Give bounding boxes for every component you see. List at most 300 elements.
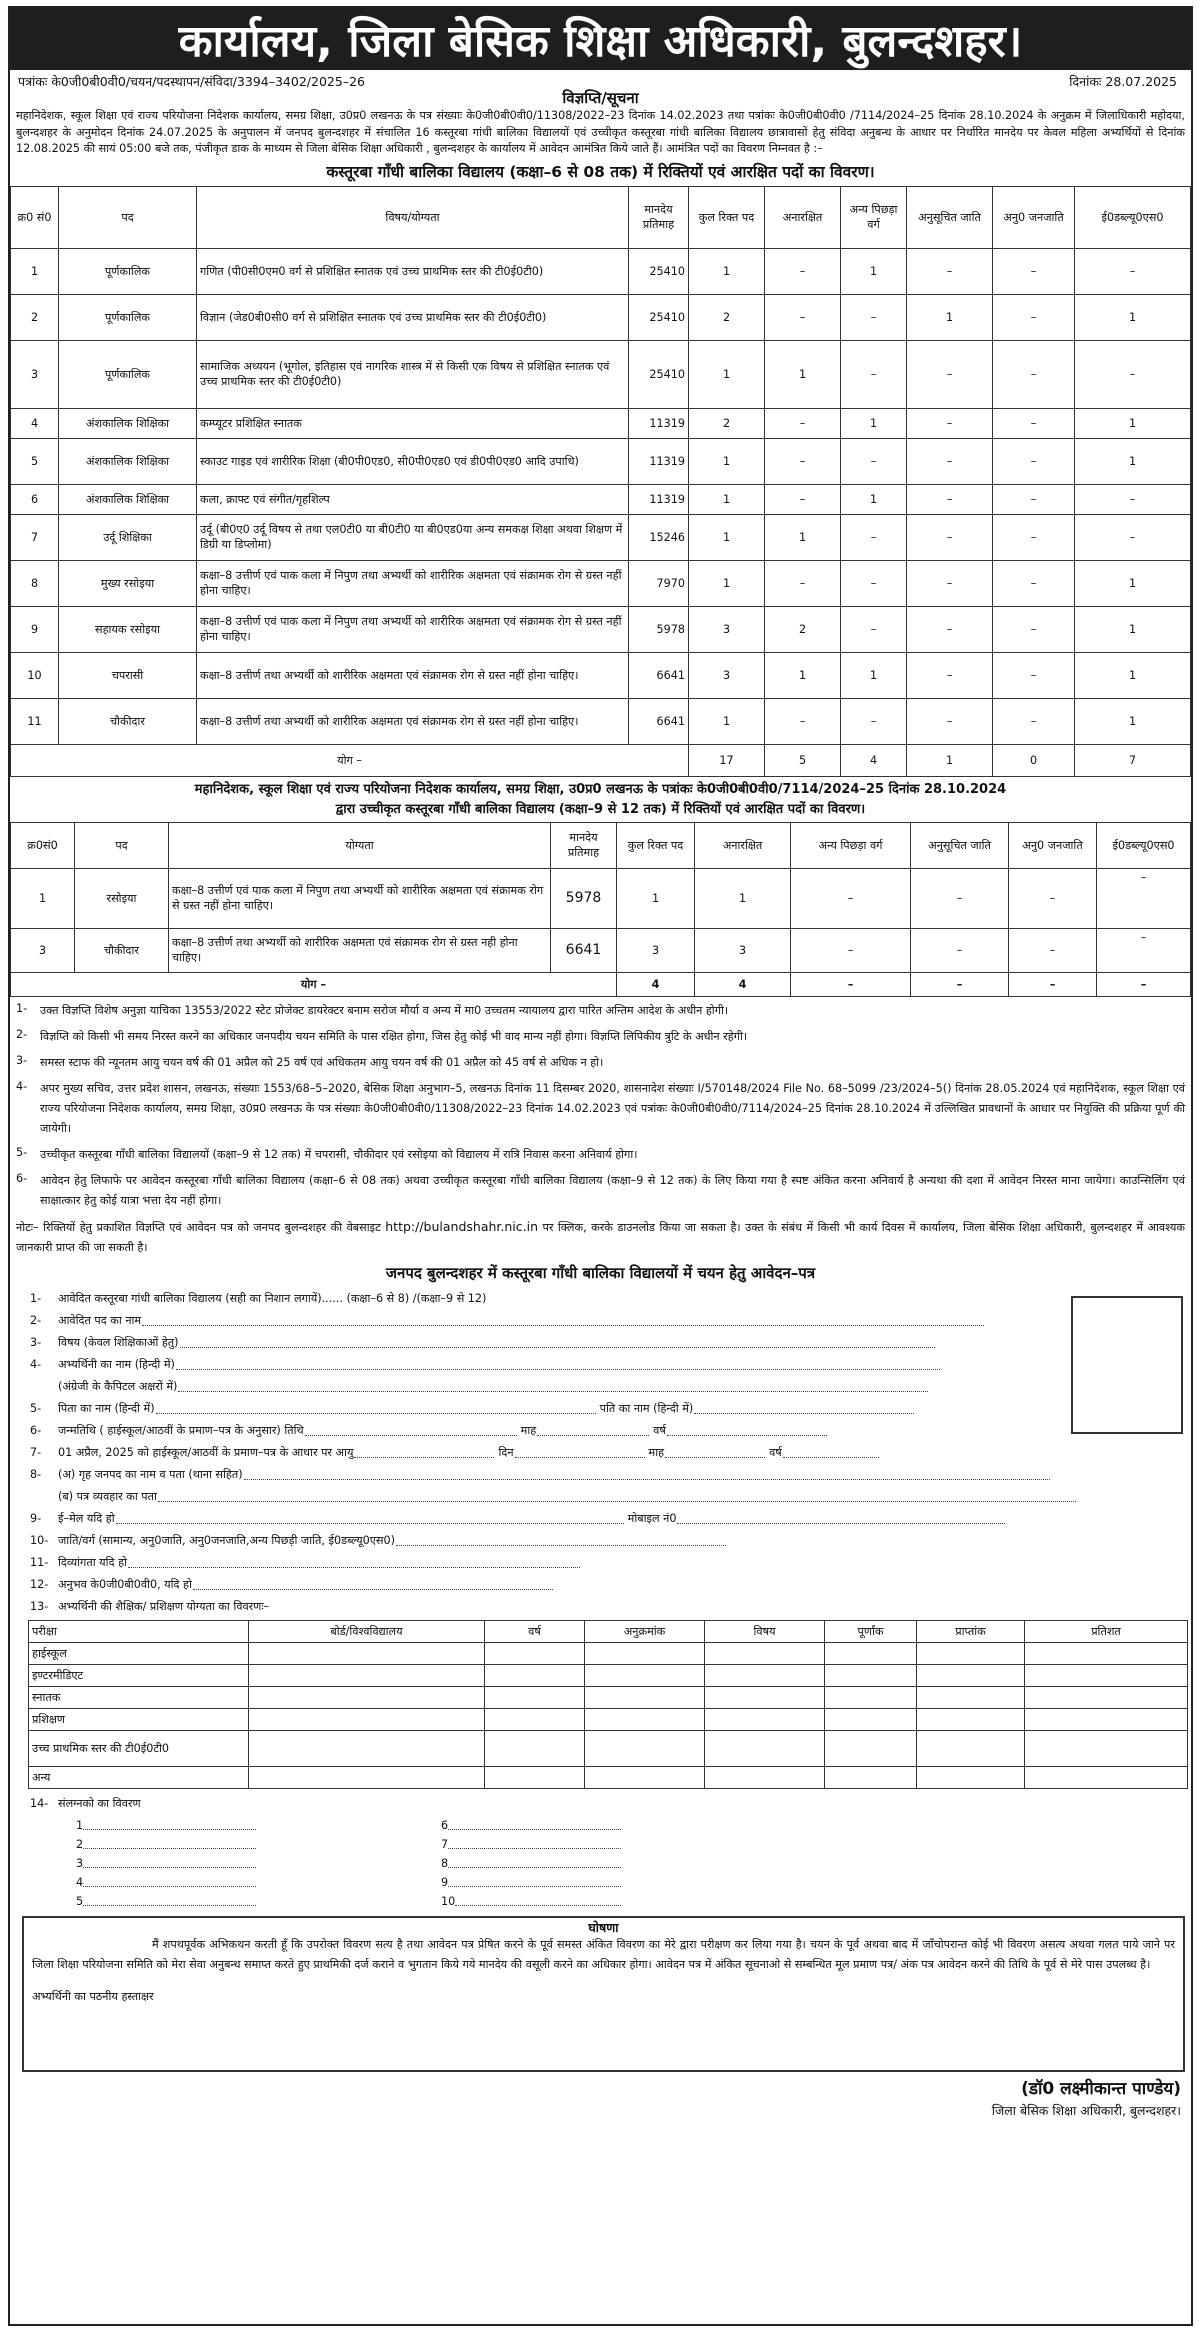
fill-line[interactable] bbox=[116, 1513, 624, 1524]
table-cell: 6 bbox=[11, 484, 59, 514]
table-cell: 2 bbox=[11, 294, 59, 340]
field-label: अभ्यर्थिनी का नाम (हिन्दी में) bbox=[58, 1357, 175, 1371]
field-label: (अ) गृह जनपद का नाम व पता (थाना सहित) bbox=[58, 1467, 243, 1481]
col-header: बोर्ड/विश्वविद्यालय bbox=[249, 1620, 485, 1642]
term-text: अपर मुख्य सचिव, उत्तर प्रदेश शासन, लखनऊ, संख्याः 1553/68–5–2020, बेसिक शिक्षा अनुभाग–5, लखनऊ दिनांक 11 दिसम्बर 2020, शासनादेश संख्याः I/570148/2024 File No. 68–5099 /23/2024–5() दिनांक 28.05.2024 एवं महानिदेशक, स्कूल शिक्षा एवं राज्य परियोजना निदेशक कार्यालय, समग्र शिक्षा, उ0प्र0 लखनऊ के पत्र संख्याः के0जी0बी0वी0/11308/2022–23 दिनांक 14.02.2023 एवं पत्रांकः के0जी0बी0वी0/7114/2024–25 दिनांक 28.10.2024 में उल्लिखित प्रावधानों के आधार पर नियुक्ति की प्रक्रिया पूर्ण की जायेगी। bbox=[40, 1081, 1185, 1135]
input-cell[interactable] bbox=[917, 1664, 1025, 1686]
table-cell: अंशकालिक शिक्षिका bbox=[59, 484, 197, 514]
table-cell: – bbox=[993, 652, 1075, 698]
table-cell: 1 bbox=[617, 868, 695, 928]
input-cell[interactable] bbox=[1025, 1766, 1188, 1788]
table-cell: 3 bbox=[695, 928, 791, 972]
field-label: माह bbox=[520, 1423, 537, 1437]
fill-line[interactable] bbox=[193, 1579, 553, 1590]
term-number: 3- bbox=[16, 1053, 28, 1067]
col-header: अनु0 जनजाति bbox=[1009, 822, 1097, 868]
field-label: दिन bbox=[498, 1445, 514, 1459]
attachment-line[interactable] bbox=[76, 1836, 256, 1851]
term-number: 6- bbox=[16, 1171, 28, 1185]
total-label: योग – bbox=[11, 744, 689, 776]
table-cell: 2 bbox=[689, 408, 765, 438]
table-cell: 1 bbox=[689, 698, 765, 744]
input-cell[interactable] bbox=[249, 1730, 485, 1766]
input-cell[interactable] bbox=[485, 1766, 585, 1788]
form-field-category[interactable] bbox=[30, 1526, 1191, 1548]
fill-line[interactable] bbox=[537, 1425, 649, 1436]
fill-line[interactable] bbox=[176, 1359, 940, 1370]
table-cell: – bbox=[993, 248, 1075, 294]
table-row bbox=[11, 698, 1191, 744]
table-cell: 7970 bbox=[629, 560, 689, 606]
total-value: 1 bbox=[907, 744, 993, 776]
candidate-signature-label: अभ्यर्थिनी का पठनीय हस्ताक्षर bbox=[32, 1989, 154, 2003]
exam-name: स्नातक bbox=[29, 1686, 249, 1708]
table-cell: पूर्णकालिक bbox=[59, 294, 197, 340]
note-text: नोटः– रिक्तियों हेतु प्रकाशित विज्ञप्ति एवं आवेदन पत्र को जनपद बुलन्दशहर की वेबसाइट bbox=[16, 1220, 386, 1234]
table-row bbox=[11, 340, 1191, 408]
col-header: अनारक्षित bbox=[695, 822, 791, 868]
vacancy-table-class-6-8 bbox=[10, 186, 1191, 777]
table-cell: 1 bbox=[689, 248, 765, 294]
table-cell: 9 bbox=[11, 606, 59, 652]
term-number: 1- bbox=[16, 1001, 28, 1015]
term-number: 5- bbox=[16, 1145, 28, 1159]
table-row bbox=[11, 868, 1191, 928]
fill-line[interactable] bbox=[83, 1819, 256, 1830]
col-header: क्र0 सं0 bbox=[11, 186, 59, 248]
table-cell: – bbox=[993, 294, 1075, 340]
col-header: परीक्षा bbox=[29, 1620, 249, 1642]
table-cell: 11319 bbox=[629, 408, 689, 438]
table-cell: – bbox=[907, 484, 993, 514]
table-cell: 25410 bbox=[629, 248, 689, 294]
table-cell: कक्षा–8 उत्तीर्ण एवं पाक कला में निपुण तथा अभ्यर्थी को शारीरिक अक्षमता एवं संक्रामक रोग से ग्रस्त नहीं होना चाहिए। bbox=[197, 560, 629, 606]
form-field-disability[interactable] bbox=[30, 1548, 1191, 1570]
input-cell[interactable] bbox=[249, 1708, 485, 1730]
field-label: अनुभव के0जी0बी0वी0, यदि हो bbox=[58, 1577, 192, 1591]
field-label: आवेदित पद का नाम bbox=[58, 1313, 142, 1327]
attachment-line[interactable] bbox=[441, 1874, 621, 1889]
table-cell: 1 bbox=[1075, 698, 1191, 744]
table-cell: 3 bbox=[11, 340, 59, 408]
table-cell: 11319 bbox=[629, 484, 689, 514]
input-cell[interactable] bbox=[1025, 1708, 1188, 1730]
table-cell: – bbox=[765, 698, 841, 744]
table-cell: 6641 bbox=[551, 928, 617, 972]
input-cell[interactable] bbox=[917, 1708, 1025, 1730]
input-cell[interactable] bbox=[249, 1664, 485, 1686]
fill-line[interactable] bbox=[178, 1381, 928, 1392]
col-header: वर्ष bbox=[485, 1620, 585, 1642]
col-header: प्राप्तांक bbox=[917, 1620, 1025, 1642]
input-cell[interactable] bbox=[249, 1766, 485, 1788]
field-label: आवेदित कस्तूरबा गांधी बालिका विद्यालय (सही का निशान लगायें)...... (कक्षा–6 से 8) /(कक्षा–9 से 12) bbox=[58, 1291, 487, 1305]
attachment-line[interactable] bbox=[76, 1874, 256, 1889]
table-cell: – bbox=[993, 484, 1075, 514]
table2-title-line2: द्वारा उच्चीकृत कस्तूरबा गाँधी बालिका विद्यालय (कक्षा–9 से 12 तक) में रिक्तियों एवं आरक्षित पदों का विवरण। bbox=[335, 801, 866, 817]
attachment-number: 1 bbox=[76, 1818, 84, 1832]
input-cell[interactable] bbox=[825, 1708, 917, 1730]
col-header: कुल रिक्त पद bbox=[689, 186, 765, 248]
fill-line[interactable] bbox=[396, 1535, 726, 1546]
table-cell: 1 bbox=[1075, 652, 1191, 698]
fill-line[interactable] bbox=[128, 1557, 580, 1568]
attachment-number: 6 bbox=[441, 1818, 449, 1832]
qualification-header-row bbox=[29, 1620, 1188, 1642]
total-value: 17 bbox=[689, 744, 765, 776]
table-cell: 25410 bbox=[629, 294, 689, 340]
field-label: (अंग्रेजी के कैपिटल अक्षरों में) bbox=[58, 1379, 178, 1393]
field-number: 7- bbox=[30, 1445, 42, 1459]
input-cell[interactable] bbox=[825, 1664, 917, 1686]
input-cell[interactable] bbox=[585, 1766, 705, 1788]
table-cell: – bbox=[791, 868, 911, 928]
total-value: – bbox=[1097, 972, 1191, 996]
table-cell: – bbox=[907, 248, 993, 294]
attachment-number: 5 bbox=[76, 1894, 84, 1908]
input-cell[interactable] bbox=[1025, 1686, 1188, 1708]
input-cell[interactable] bbox=[485, 1664, 585, 1686]
attachment-line[interactable] bbox=[76, 1855, 256, 1870]
table-cell: अंशकालिक शिक्षिका bbox=[59, 408, 197, 438]
form-field-subject[interactable] bbox=[30, 1328, 1191, 1350]
fill-line[interactable] bbox=[354, 1447, 494, 1458]
fill-line[interactable] bbox=[244, 1469, 1050, 1480]
table-cell: 6641 bbox=[629, 698, 689, 744]
vacancy-table-class-9-12 bbox=[10, 822, 1191, 997]
col-header: योग्यता bbox=[169, 822, 551, 868]
table-cell: गणित (पी0सी0एम0 वर्ग से प्रशिक्षित स्नातक एवं उच्च प्राथमिक स्तर की टी0ई0टी0) bbox=[197, 248, 629, 294]
signatory-block bbox=[10, 2076, 1191, 2120]
input-cell[interactable] bbox=[705, 1664, 825, 1686]
table-cell: – bbox=[907, 438, 993, 484]
field-label: विषय (केवल शिक्षिकाओं हेतु) bbox=[58, 1335, 179, 1349]
fill-line[interactable] bbox=[83, 1876, 256, 1887]
notice-page bbox=[8, 6, 1193, 2326]
form-field-age[interactable] bbox=[30, 1438, 1191, 1460]
table-cell: 10 bbox=[11, 652, 59, 698]
fill-line[interactable] bbox=[694, 1403, 914, 1414]
table-cell: कला, क्राफ्ट एवं संगीत/गृहशिल्प bbox=[197, 484, 629, 514]
fill-line[interactable] bbox=[667, 1425, 827, 1436]
term-item bbox=[16, 1027, 1185, 1047]
table-cell: विज्ञान (जेड0बी0सी0 वर्ग से प्रशिक्षित स्नातक एवं उच्च प्राथमिक स्तर की टी0ई0टी0) bbox=[197, 294, 629, 340]
table-cell: पूर्णकालिक bbox=[59, 340, 197, 408]
field-number: 9- bbox=[30, 1511, 42, 1525]
col-header: पद bbox=[75, 822, 169, 868]
field-label: माह bbox=[648, 1445, 665, 1459]
attachment-line[interactable] bbox=[441, 1817, 621, 1832]
field-number: 10- bbox=[30, 1533, 49, 1547]
input-cell[interactable] bbox=[585, 1642, 705, 1664]
table-cell: 7 bbox=[11, 514, 59, 560]
fill-line[interactable] bbox=[455, 1895, 621, 1906]
table-cell: उर्दू शिक्षिका bbox=[59, 514, 197, 560]
table-cell: – bbox=[907, 606, 993, 652]
table1-header-row bbox=[11, 186, 1191, 248]
field-label: मोबाइल नं0 bbox=[627, 1511, 677, 1525]
declaration-title: घोषणा bbox=[588, 1919, 619, 1935]
table-cell: – bbox=[841, 698, 907, 744]
table-cell: 3 bbox=[11, 928, 75, 972]
total-value: 4 bbox=[841, 744, 907, 776]
exam-name: उच्च प्राथमिक स्तर की टी0ई0टी0 bbox=[29, 1730, 249, 1766]
attachment-line[interactable] bbox=[441, 1836, 621, 1851]
attachment-line[interactable] bbox=[76, 1893, 256, 1908]
term-text: उक्त विज्ञप्ति विशेष अनुज्ञा याचिका 13553/2022 स्टेट प्रोजेक्ट डायरेक्टर बनाम सरोज मौर्या व अन्य में मा0 उच्चतम न्यायालय द्वारा पारित अन्तिम आदेश के अधीन होगी। bbox=[40, 1003, 729, 1017]
website-link[interactable]: http://bulandshahr.nic.in bbox=[385, 1218, 539, 1234]
table-cell: 1 bbox=[765, 652, 841, 698]
input-cell[interactable] bbox=[825, 1766, 917, 1788]
qualification-row bbox=[29, 1642, 1188, 1664]
table2-title-line1: महानिदेशक, स्कूल शिक्षा एवं राज्य परियोजना निदेशक कार्यालय, समग्र शिक्षा, उ0प्र0 लखनऊ के पत्रांकः के0जी0बी0वी0/7114/2024–25 दिनांक 28.10.2024 bbox=[194, 781, 1007, 797]
table-cell: – bbox=[1009, 928, 1097, 972]
col-header: कुल रिक्त पद bbox=[617, 822, 695, 868]
form-field-father-husband[interactable] bbox=[30, 1394, 1191, 1416]
field-number: 13- bbox=[30, 1599, 49, 1613]
field-number: 2- bbox=[30, 1313, 42, 1327]
fill-line[interactable] bbox=[665, 1447, 765, 1458]
table-cell: – bbox=[907, 514, 993, 560]
form-field-postal-address[interactable] bbox=[30, 1482, 1191, 1504]
table-cell: कक्षा–8 उत्तीर्ण एवं पाक कला में निपुण तथा अभ्यर्थी को शारीरिक अक्षमता एवं संक्रामक रोग से ग्रस्त नहीं होना चाहिए। bbox=[169, 868, 551, 928]
input-cell[interactable] bbox=[585, 1686, 705, 1708]
table-cell: – bbox=[1075, 340, 1191, 408]
table-cell: – bbox=[907, 698, 993, 744]
table-row bbox=[11, 652, 1191, 698]
table-cell: – bbox=[841, 438, 907, 484]
input-cell[interactable] bbox=[485, 1642, 585, 1664]
table-cell: पूर्णकालिक bbox=[59, 248, 197, 294]
table2-title bbox=[10, 777, 1191, 822]
input-cell[interactable] bbox=[1025, 1730, 1188, 1766]
total-value: 4 bbox=[617, 972, 695, 996]
total-value: 0 bbox=[993, 744, 1075, 776]
attachment-number: 10 bbox=[441, 1894, 456, 1908]
table-cell: 5978 bbox=[629, 606, 689, 652]
total-row bbox=[11, 972, 1191, 996]
total-value: – bbox=[791, 972, 911, 996]
table-cell: – bbox=[911, 928, 1009, 972]
attachments-list bbox=[30, 1811, 1191, 1908]
website-note bbox=[10, 1217, 1191, 1258]
table-cell: स्काउट गाइड एवं शारीरिक शिक्षा (बी0पी0एड0, सी0पी0एड0 एवं डी0पी0एड0 आदि उपाधि) bbox=[197, 438, 629, 484]
table-cell: 2 bbox=[765, 606, 841, 652]
field-label: संलग्नको का विवरण bbox=[58, 1796, 141, 1810]
input-cell[interactable] bbox=[485, 1730, 585, 1766]
table-cell: 5 bbox=[11, 438, 59, 484]
exam-name: प्रशिक्षण bbox=[29, 1708, 249, 1730]
input-cell[interactable] bbox=[485, 1708, 585, 1730]
col-header: अन्य पिछड़ा वर्ग bbox=[791, 822, 911, 868]
table-cell: 15246 bbox=[629, 514, 689, 560]
table-cell: – bbox=[1075, 514, 1191, 560]
term-item bbox=[16, 1171, 1185, 1211]
col-header: क्र0सं0 bbox=[11, 822, 75, 868]
qualification-row bbox=[29, 1686, 1188, 1708]
table-cell: 25410 bbox=[629, 340, 689, 408]
table-cell: 1 bbox=[689, 560, 765, 606]
table-cell: सहायक रसोइया bbox=[59, 606, 197, 652]
col-header: पूर्णांक bbox=[825, 1620, 917, 1642]
fill-line[interactable] bbox=[448, 1838, 621, 1849]
fill-line[interactable] bbox=[448, 1876, 621, 1887]
col-header: अनारक्षित bbox=[765, 186, 841, 248]
qualification-row bbox=[29, 1730, 1188, 1766]
table-cell: 1 bbox=[841, 652, 907, 698]
fill-line[interactable] bbox=[156, 1403, 596, 1414]
input-cell[interactable] bbox=[585, 1730, 705, 1766]
table-cell: – bbox=[1075, 248, 1191, 294]
table-cell: कक्षा–8 उत्तीर्ण तथा अभ्यर्थी को शारीरिक अक्षमता एवं संक्रामक रोग से ग्रस्त नहीं होना चाहिए। bbox=[197, 652, 629, 698]
input-cell[interactable] bbox=[825, 1686, 917, 1708]
table-cell: 1 bbox=[1075, 438, 1191, 484]
table-cell: 11319 bbox=[629, 438, 689, 484]
table-cell: 1 bbox=[689, 438, 765, 484]
table-cell: कम्प्यूटर प्रशिक्षित स्नातक bbox=[197, 408, 629, 438]
input-cell[interactable] bbox=[705, 1766, 825, 1788]
fill-line[interactable] bbox=[305, 1425, 517, 1436]
table-cell: – bbox=[1009, 868, 1097, 928]
form-field-email-mobile[interactable] bbox=[30, 1504, 1191, 1526]
fill-line[interactable] bbox=[448, 1857, 621, 1868]
field-number: 12- bbox=[30, 1577, 49, 1591]
office-banner bbox=[10, 8, 1191, 70]
table-row bbox=[11, 560, 1191, 606]
input-cell[interactable] bbox=[917, 1730, 1025, 1766]
fill-line[interactable] bbox=[83, 1895, 256, 1906]
attachment-line[interactable] bbox=[76, 1817, 256, 1832]
notice-date: दिनांकः 28.07.2025 bbox=[1069, 74, 1177, 89]
field-number: 4- bbox=[30, 1357, 42, 1371]
attachment-number: 4 bbox=[76, 1875, 84, 1889]
input-cell[interactable] bbox=[917, 1642, 1025, 1664]
table-cell: – bbox=[841, 294, 907, 340]
fill-line[interactable] bbox=[677, 1513, 1005, 1524]
table-cell: अंशकालिक शिक्षिका bbox=[59, 438, 197, 484]
input-cell[interactable] bbox=[705, 1686, 825, 1708]
fill-line[interactable] bbox=[83, 1857, 256, 1868]
input-cell[interactable] bbox=[705, 1730, 825, 1766]
input-cell[interactable] bbox=[249, 1642, 485, 1664]
input-cell[interactable] bbox=[585, 1708, 705, 1730]
table-cell: – bbox=[911, 868, 1009, 928]
input-cell[interactable] bbox=[917, 1686, 1025, 1708]
form-field-name-hindi[interactable] bbox=[30, 1350, 1191, 1372]
declaration-text: मैं शपथपूर्वक अभिकथन करती हूँ कि उपरोक्त विवरण सत्य है तथा आवेदन पत्र प्रेषित करने के पूर्व समस्त अंकित विवरण का मेरे द्वारा परीक्षण कर लिया गया है। चयन के पूर्व अथवा बाद में जाँचोपरान्त कोई भी विवरण असत्य अथवा गलत पाये जाने पर जिला शिक्षा परियोजना समिति को मेरा सेवा अनुबन्ध समाप्त करते हुए प्राथमिकी दर्ज कराने व भुगतान किये गये मानदेय की वसूली करने का अधिकार होगा। आवेदन पत्र में अंकित सूचनाओ से सम्बन्धित मूल प्रमाण पत्र/ अंक पत्र आवेदन करने की तिथि के पूर्व से मेरे पास उपलब्ध है। bbox=[32, 1937, 1175, 1971]
table-row bbox=[11, 248, 1191, 294]
attachment-number: 7 bbox=[441, 1837, 449, 1851]
total-value: 5 bbox=[765, 744, 841, 776]
fill-line[interactable] bbox=[83, 1838, 256, 1849]
table-cell: 6641 bbox=[629, 652, 689, 698]
table-cell: – bbox=[907, 340, 993, 408]
table-cell: 1 bbox=[11, 868, 75, 928]
fill-line[interactable] bbox=[180, 1337, 935, 1348]
attachment-number: 2 bbox=[76, 1837, 84, 1851]
col-header: प्रतिशत bbox=[1025, 1620, 1188, 1642]
table-cell: 1 bbox=[689, 484, 765, 514]
total-value: – bbox=[1009, 972, 1097, 996]
table-row bbox=[11, 928, 1191, 972]
attachment-number: 9 bbox=[441, 1875, 449, 1889]
form-field-home-address[interactable] bbox=[30, 1460, 1191, 1482]
input-cell[interactable] bbox=[705, 1708, 825, 1730]
table-cell: चौकीदार bbox=[59, 698, 197, 744]
input-cell[interactable] bbox=[1025, 1664, 1188, 1686]
table-cell: – bbox=[765, 438, 841, 484]
field-label: वर्ष bbox=[769, 1445, 782, 1459]
term-item bbox=[16, 1079, 1185, 1139]
photo-box bbox=[1071, 1296, 1183, 1434]
total-value: 7 bbox=[1075, 744, 1191, 776]
table-cell: 1 bbox=[1075, 606, 1191, 652]
input-cell[interactable] bbox=[485, 1686, 585, 1708]
table-cell: – bbox=[907, 652, 993, 698]
fill-line[interactable] bbox=[158, 1491, 1076, 1502]
total-value: – bbox=[911, 972, 1009, 996]
input-cell[interactable] bbox=[825, 1642, 917, 1664]
term-number: 2- bbox=[16, 1027, 28, 1041]
table-cell: – bbox=[841, 560, 907, 606]
input-cell[interactable] bbox=[249, 1686, 485, 1708]
exam-name: हाईस्कूल bbox=[29, 1642, 249, 1664]
input-cell[interactable] bbox=[585, 1664, 705, 1686]
field-label: जाति/वर्ग (सामान्य, अनु0जाति, अनु0जनजाति,अन्य पिछड़ी जाति, ई0डब्ल्यू0एस0) bbox=[58, 1533, 395, 1547]
field-label: पिता का नाम (हिन्दी में) bbox=[58, 1401, 155, 1415]
input-cell[interactable] bbox=[917, 1766, 1025, 1788]
fill-line[interactable] bbox=[783, 1447, 879, 1458]
table-row bbox=[11, 294, 1191, 340]
term-item bbox=[16, 1145, 1185, 1165]
form-field-school[interactable] bbox=[30, 1284, 1191, 1306]
term-text: विज्ञप्ति को किसी भी समय निरस्त करने का अधिकार जनपदीय चयन समिति के पास रक्षित होगा, जिस हेतु कोई भी वाद मान्य नहीं होगा। विज्ञप्ति लिपिकीय त्रुटि के अधीन रहेगी। bbox=[40, 1029, 748, 1043]
table-cell: रसोइया bbox=[75, 868, 169, 928]
table-cell: 3 bbox=[617, 928, 695, 972]
col-header: ई0डब्ल्यू0एस0 bbox=[1075, 186, 1191, 248]
table-cell: – bbox=[765, 560, 841, 606]
table-cell: – bbox=[993, 560, 1075, 606]
form-field-dob[interactable] bbox=[30, 1416, 1191, 1438]
fill-line[interactable] bbox=[515, 1447, 645, 1458]
signatory-name: (डॉ0 लक्ष्मीकान्त पाण्डेय) bbox=[1021, 2078, 1181, 2099]
application-form-title: जनपद बुलन्दशहर में कस्तूरबा गाँधी बालिका विद्यालयों में चयन हेतु आवेदन–पत्र bbox=[385, 1263, 816, 1282]
form-field-name-english[interactable] bbox=[30, 1372, 1191, 1394]
fill-line[interactable] bbox=[142, 1315, 984, 1326]
table-cell: 1 bbox=[841, 408, 907, 438]
table-cell: – bbox=[765, 294, 841, 340]
fill-line[interactable] bbox=[448, 1819, 621, 1830]
input-cell[interactable] bbox=[825, 1730, 917, 1766]
table-cell: 1 bbox=[841, 248, 907, 294]
term-text: समस्त स्टाफ की न्यूनतम आयु चयन वर्ष की 01 अप्रैल को 25 वर्ष एवं अधिकतम आयु चयन वर्ष की 01 अप्रैल को 45 वर्ष से अधिक न हो। bbox=[40, 1055, 604, 1069]
field-number: 1- bbox=[30, 1291, 42, 1305]
attachment-line[interactable] bbox=[441, 1893, 621, 1908]
form-field-experience[interactable] bbox=[30, 1570, 1191, 1592]
input-cell[interactable] bbox=[1025, 1642, 1188, 1664]
table-cell: – bbox=[765, 484, 841, 514]
input-cell[interactable] bbox=[705, 1642, 825, 1664]
table-cell: – bbox=[993, 438, 1075, 484]
terms-list bbox=[10, 997, 1191, 1211]
attachment-line[interactable] bbox=[441, 1855, 621, 1870]
table-row bbox=[11, 408, 1191, 438]
form-field-post-name[interactable] bbox=[30, 1306, 1191, 1328]
table-cell: 1 bbox=[907, 294, 993, 340]
col-header: अन्य पिछड़ा वर्ग bbox=[841, 186, 907, 248]
table-cell: कक्षा–8 उत्तीर्ण एवं पाक कला में निपुण तथा अभ्यर्थी को शारीरिक अक्षमता एवं संक्रामक रोग से ग्रस्त नहीं होना चाहिए। bbox=[197, 606, 629, 652]
application-form bbox=[10, 1284, 1191, 1614]
